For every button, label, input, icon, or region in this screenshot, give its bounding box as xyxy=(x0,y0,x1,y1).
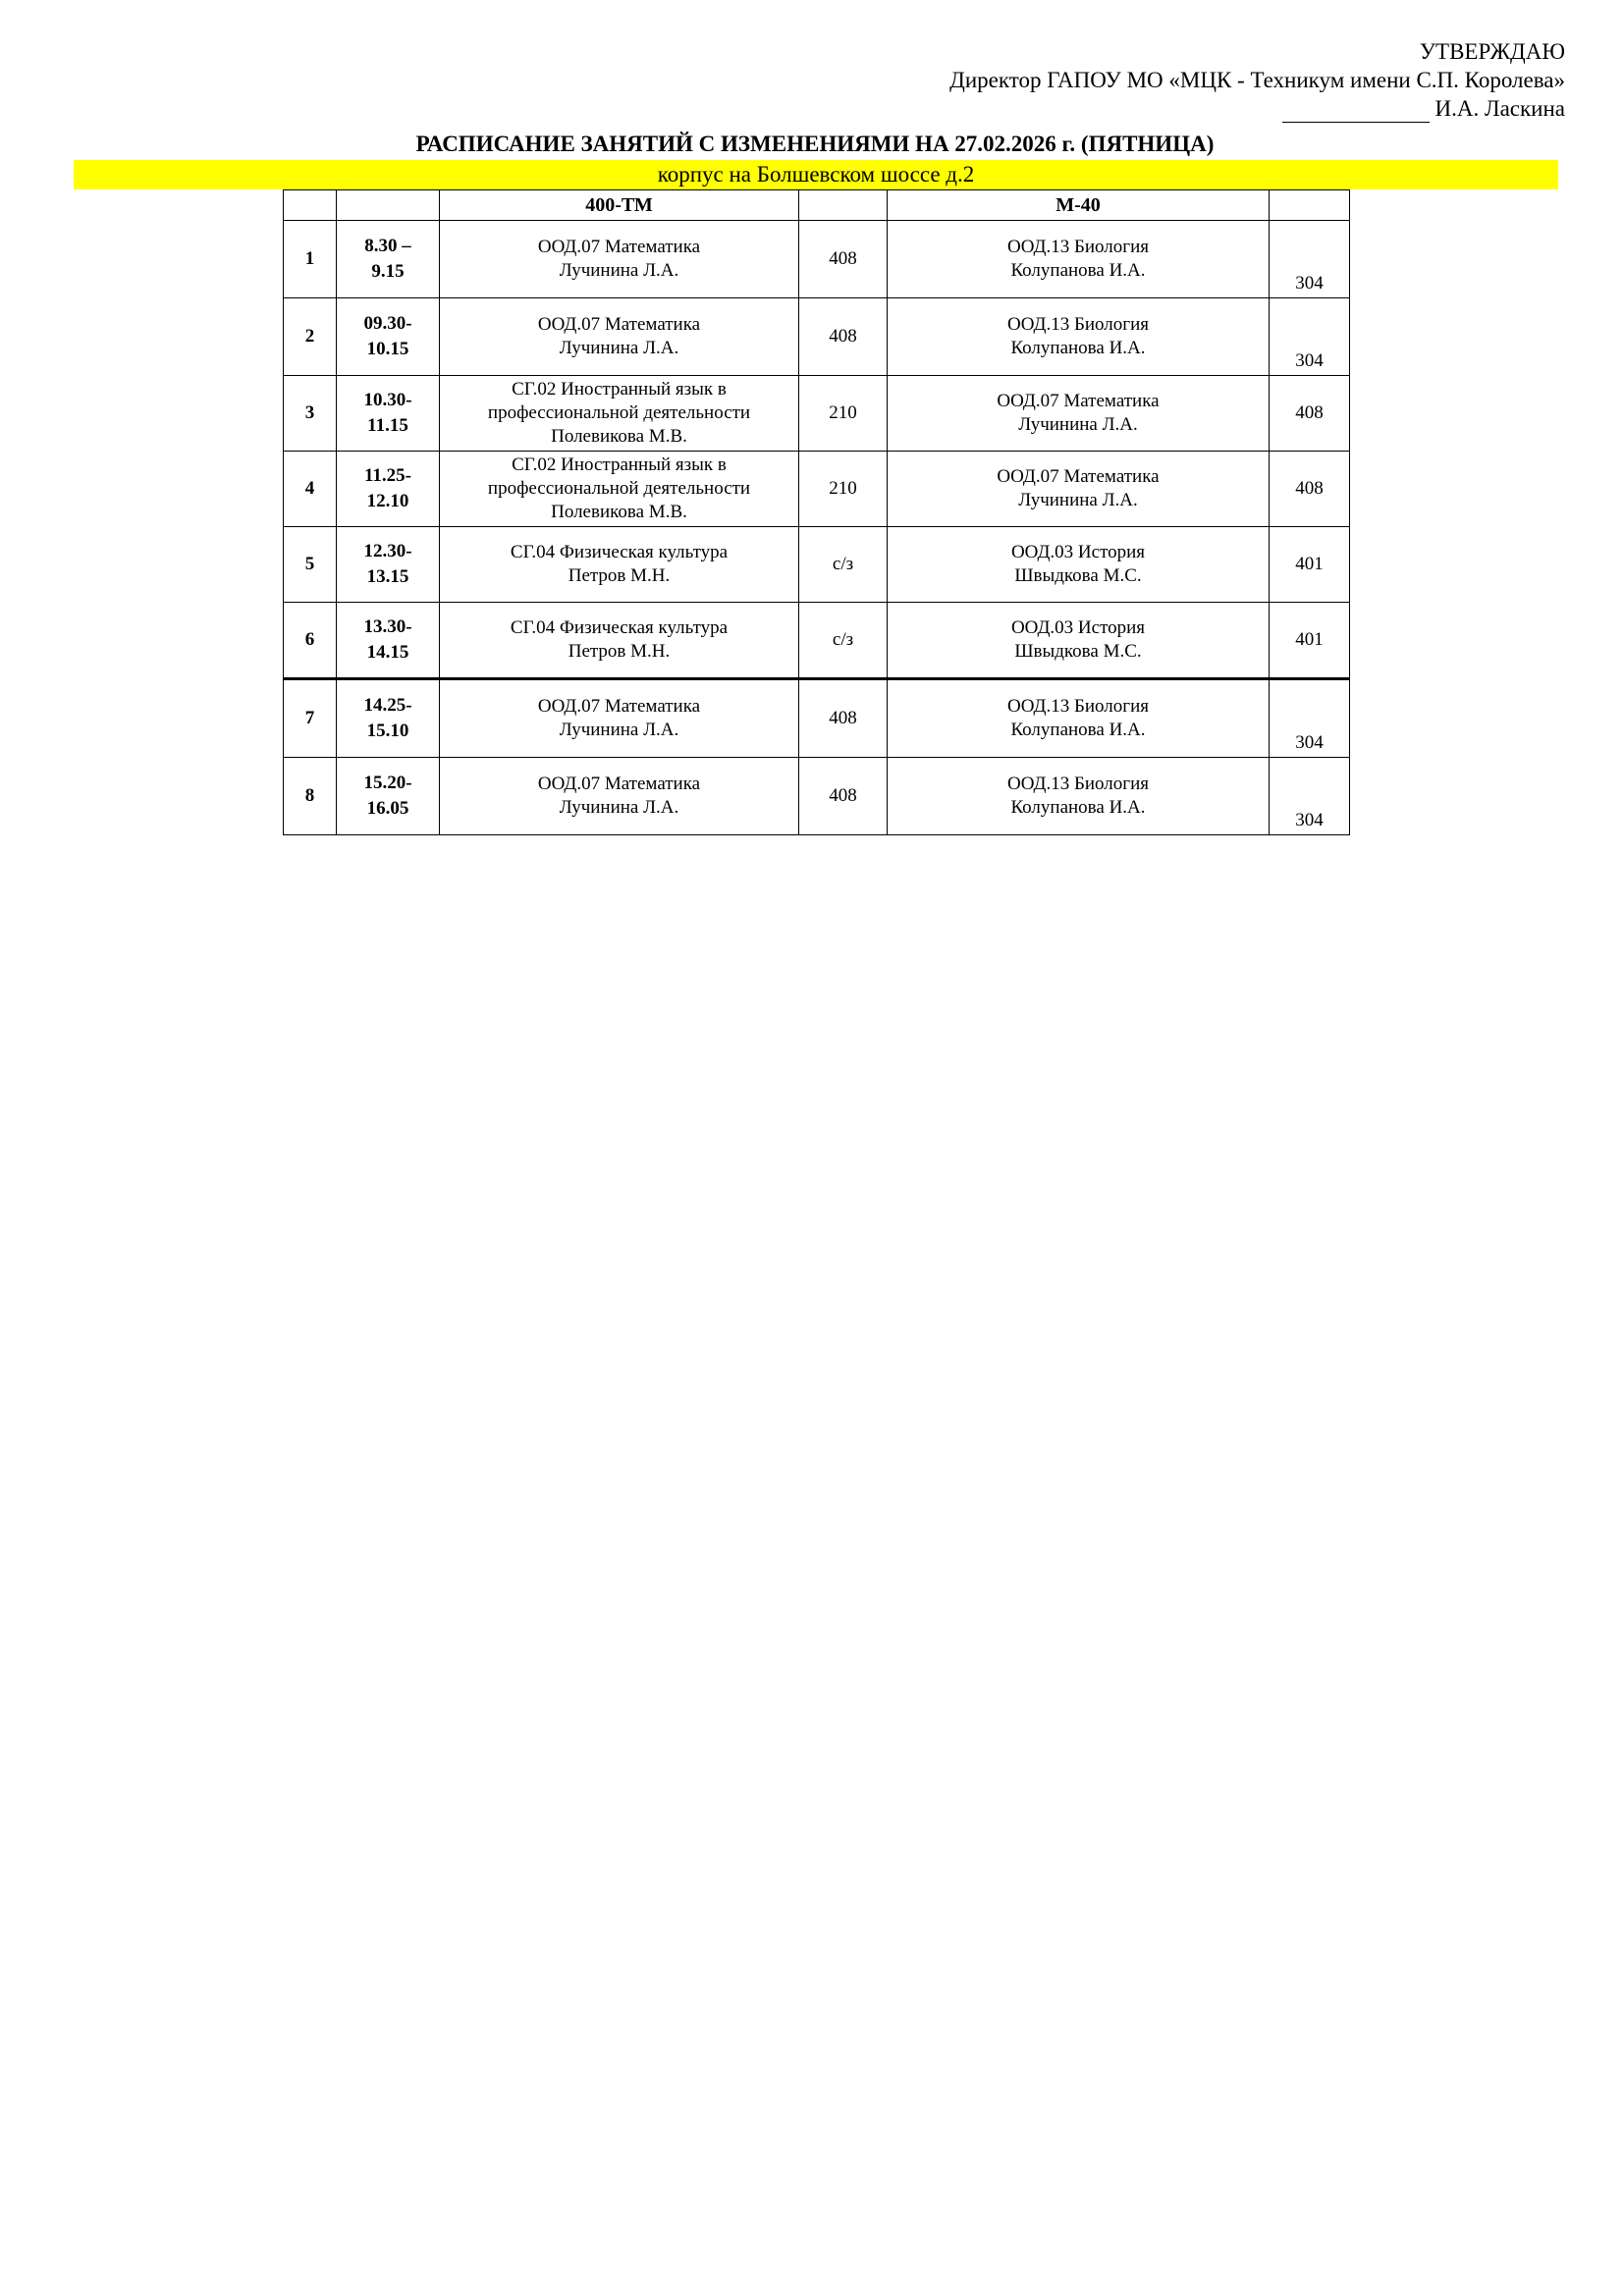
header-num-cell xyxy=(284,190,337,221)
header-room-cell xyxy=(1270,190,1350,221)
lesson-number: 2 xyxy=(284,298,337,376)
lesson-number: 4 xyxy=(284,452,337,527)
table-row xyxy=(284,679,1350,758)
subject: СГ.04 Физическая культура xyxy=(510,617,729,638)
lesson-number: 7 xyxy=(284,679,337,758)
teacher: Петров М.Н. xyxy=(568,641,671,662)
approval-heading: УТВЕРЖДАЮ xyxy=(1419,39,1565,64)
group2-room: 304 xyxy=(1270,221,1350,298)
group-header: 400-ТМ xyxy=(440,190,799,221)
subject: СГ.02 Иностранный язык в xyxy=(512,454,727,475)
time-start: 8.30 – xyxy=(364,236,411,256)
lesson-number: 8 xyxy=(284,758,337,835)
group2-room: 408 xyxy=(1270,376,1350,452)
group2-room: 304 xyxy=(1270,758,1350,835)
teacher: Лучинина Л.А. xyxy=(559,720,679,740)
table-row xyxy=(284,758,1350,835)
lesson-time xyxy=(337,452,440,527)
group2-lesson xyxy=(888,221,1270,298)
table-row xyxy=(284,452,1350,527)
subject: ООД.07 Математика xyxy=(997,391,1160,411)
header-room-cell xyxy=(799,190,888,221)
group2-lesson xyxy=(888,603,1270,679)
teacher: Лучинина Л.А. xyxy=(1018,490,1138,510)
teacher: Петров М.Н. xyxy=(568,565,671,586)
subject: ООД.07 Математика xyxy=(537,774,701,794)
time-start: 09.30- xyxy=(363,313,412,334)
lesson-number: 5 xyxy=(284,527,337,603)
teacher: Колупанова И.А. xyxy=(1010,338,1146,358)
time-end: 15.10 xyxy=(366,721,409,741)
lesson-time xyxy=(337,221,440,298)
time-end: 13.15 xyxy=(366,566,409,587)
group-header: М-40 xyxy=(888,190,1270,221)
approval-block xyxy=(949,37,1565,123)
teacher: Лучинина Л.А. xyxy=(559,260,679,281)
group2-room: 401 xyxy=(1270,527,1350,603)
group1-lesson xyxy=(440,603,799,679)
approval-signature xyxy=(949,94,1565,123)
teacher: Лучинина Л.А. xyxy=(559,797,679,818)
group2-lesson xyxy=(888,527,1270,603)
subject: СГ.04 Физическая культура xyxy=(510,542,729,562)
time-end: 12.10 xyxy=(366,491,409,511)
lesson-time xyxy=(337,376,440,452)
group2-room: 304 xyxy=(1270,679,1350,758)
time-start: 13.30- xyxy=(363,616,412,637)
group2-lesson xyxy=(888,376,1270,452)
table-row xyxy=(284,527,1350,603)
group2-lesson xyxy=(888,758,1270,835)
approval-signer: И.А. Ласкина xyxy=(1435,96,1565,121)
group2-room: 304 xyxy=(1270,298,1350,376)
page-title: РАСПИСАНИЕ ЗАНЯТИЙ С ИЗМЕНЕНИЯМИ НА 27.02.2026 г. (ПЯТНИЦА) xyxy=(415,132,1215,156)
group1-room: 408 xyxy=(799,221,888,298)
subject: СГ.02 Иностранный язык в xyxy=(512,379,727,400)
time-end: 16.05 xyxy=(366,798,409,819)
building-banner: корпус на Болшевском шоссе д.2 xyxy=(74,160,1558,189)
subject-cont: профессиональной деятельности xyxy=(487,402,751,423)
subject: ООД.03 История xyxy=(1010,542,1146,562)
table-header-row xyxy=(284,190,1350,221)
group2-lesson xyxy=(888,679,1270,758)
teacher: Полевикова М.В. xyxy=(551,426,687,447)
teacher: Колупанова И.А. xyxy=(1010,720,1146,740)
teacher: Швыдкова М.С. xyxy=(1014,565,1142,586)
subject: ООД.13 Биология xyxy=(1007,237,1149,257)
group1-room: 408 xyxy=(799,298,888,376)
time-start: 14.25- xyxy=(363,695,412,716)
group1-lesson xyxy=(440,527,799,603)
group2-lesson xyxy=(888,298,1270,376)
group1-room: с/з xyxy=(799,603,888,679)
group1-lesson xyxy=(440,298,799,376)
lesson-time xyxy=(337,758,440,835)
teacher: Лучинина Л.А. xyxy=(1018,414,1138,435)
table-row xyxy=(284,603,1350,679)
subject: ООД.03 История xyxy=(1010,617,1146,638)
time-start: 15.20- xyxy=(363,773,412,793)
signature-line xyxy=(1282,100,1430,123)
subject: ООД.13 Биология xyxy=(1007,314,1149,335)
group1-room: с/з xyxy=(799,527,888,603)
group1-room: 210 xyxy=(799,452,888,527)
time-start: 11.25- xyxy=(363,465,412,486)
group2-room: 401 xyxy=(1270,603,1350,679)
table-row xyxy=(284,221,1350,298)
lesson-number: 1 xyxy=(284,221,337,298)
group1-lesson xyxy=(440,758,799,835)
time-end: 9.15 xyxy=(371,261,405,282)
teacher: Полевикова М.В. xyxy=(551,502,687,522)
group2-lesson xyxy=(888,452,1270,527)
subject: ООД.07 Математика xyxy=(537,237,701,257)
time-start: 10.30- xyxy=(363,390,412,410)
lesson-number: 6 xyxy=(284,603,337,679)
lesson-number: 3 xyxy=(284,376,337,452)
teacher: Лучинина Л.А. xyxy=(559,338,679,358)
subject: ООД.13 Биология xyxy=(1007,774,1149,794)
group1-room: 210 xyxy=(799,376,888,452)
teacher: Колупанова И.А. xyxy=(1010,797,1146,818)
time-end: 10.15 xyxy=(366,339,409,359)
group1-room: 408 xyxy=(799,758,888,835)
teacher: Колупанова И.А. xyxy=(1010,260,1146,281)
group2-room: 408 xyxy=(1270,452,1350,527)
lesson-time xyxy=(337,298,440,376)
time-end: 11.15 xyxy=(367,415,408,436)
approval-position: Директор ГАПОУ МО «МЦК - Техникум имени С.П. Королева» xyxy=(949,68,1565,92)
table-row xyxy=(284,376,1350,452)
subject: ООД.07 Математика xyxy=(997,466,1160,487)
lesson-time xyxy=(337,603,440,679)
group1-lesson xyxy=(440,452,799,527)
subject-cont: профессиональной деятельности xyxy=(487,478,751,499)
group1-lesson xyxy=(440,221,799,298)
lesson-time xyxy=(337,679,440,758)
subject: ООД.07 Математика xyxy=(537,696,701,717)
time-start: 12.30- xyxy=(363,541,412,561)
table-row xyxy=(284,298,1350,376)
group1-lesson xyxy=(440,376,799,452)
teacher: Швыдкова М.С. xyxy=(1014,641,1142,662)
time-end: 14.15 xyxy=(366,642,409,663)
group1-lesson xyxy=(440,679,799,758)
lesson-time xyxy=(337,527,440,603)
subject: ООД.07 Математика xyxy=(537,314,701,335)
schedule-table xyxy=(283,189,1350,835)
subject: ООД.13 Биология xyxy=(1007,696,1149,717)
group1-room: 408 xyxy=(799,679,888,758)
header-time-cell xyxy=(337,190,440,221)
